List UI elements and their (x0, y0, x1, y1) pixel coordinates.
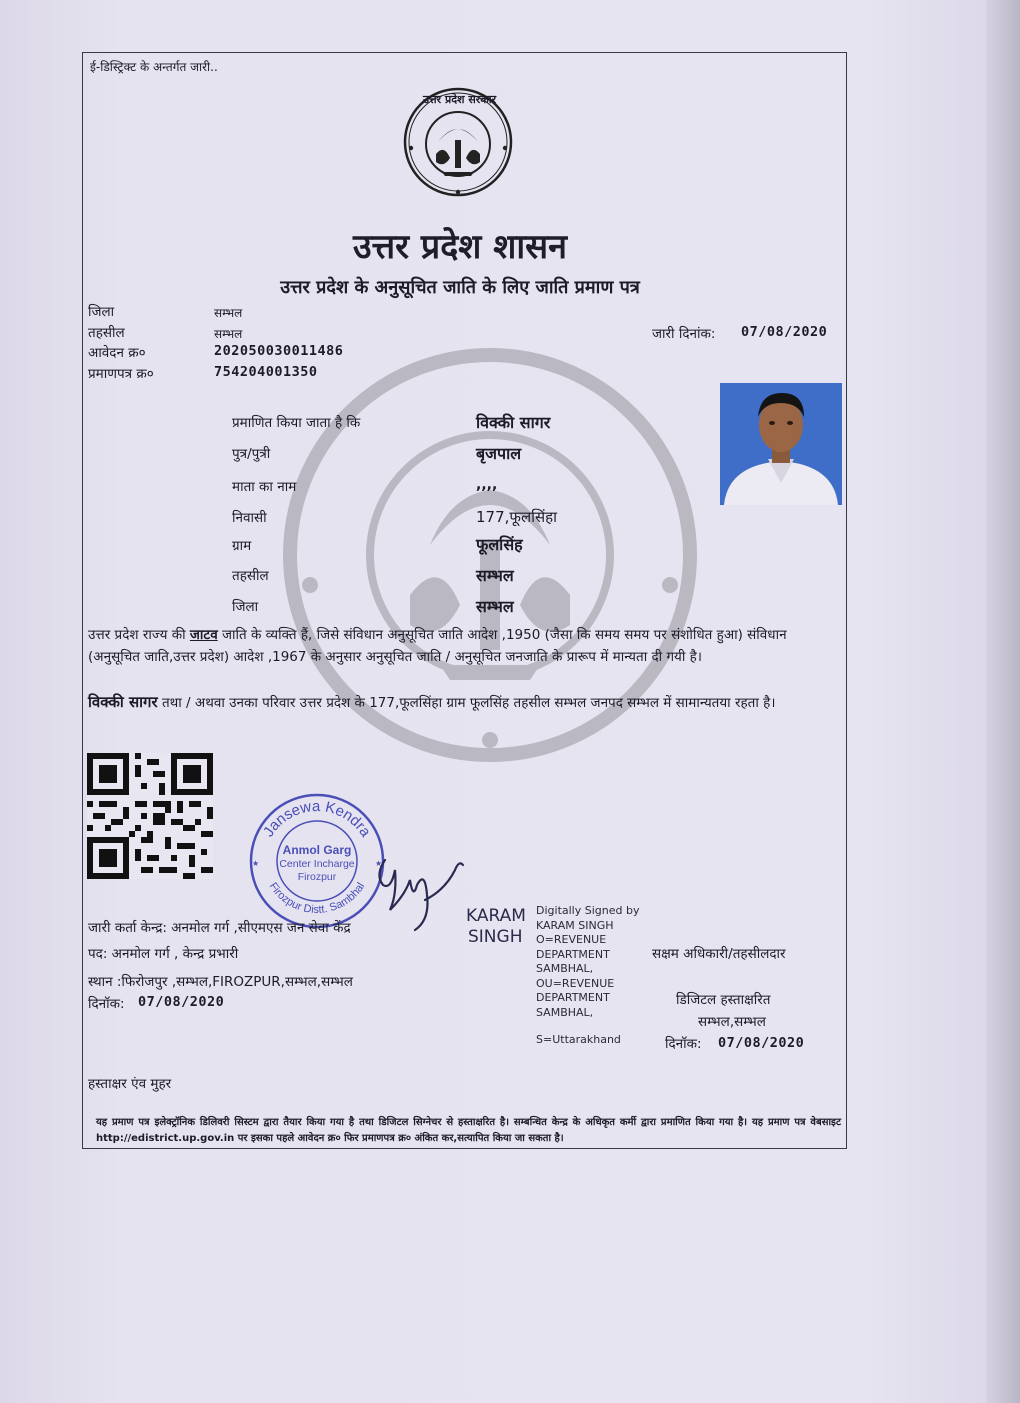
residence-person-name: विक्की सागर (88, 693, 158, 711)
tehsil-label: तहसील (88, 325, 125, 341)
detail-value-parent: बृजपाल (476, 444, 522, 463)
detail-label-parent: पुत्र/पुत्री (232, 446, 271, 462)
digi-line: O=REVENUE (536, 933, 607, 946)
authority-location: सम्भल,सम्भल (698, 1014, 766, 1030)
application-number: 202050030011486 (214, 343, 344, 359)
caste-declaration-paragraph (88, 624, 818, 668)
handwritten-signature (355, 840, 475, 935)
certificate-number: 754204001350 (214, 364, 318, 380)
caste-name: जाटव (189, 627, 218, 643)
issuer-post: पद: अनमोल गर्ग , केन्द्र प्रभारी (88, 946, 239, 962)
detail-value-village: फूलसिंह (476, 535, 523, 554)
svg-text:★: ★ (375, 859, 383, 868)
applicant-photo (720, 383, 842, 505)
detail-value-name: विक्की सागर (476, 413, 551, 432)
stamp-bottom-text: Firozpur Distt. Sambhal (266, 880, 368, 917)
issuer-place: स्थान :फिरोजपुर ,सम्भल,FIROZPUR,सम्भल,सम्भल (88, 974, 353, 990)
issuer-date-label: दिनॉक: (88, 996, 125, 1012)
digitally-signed-label: डिजिटल हस्ताक्षरित (676, 992, 771, 1008)
emblem-text: उत्तर प्रदेश सरकार (423, 93, 497, 106)
issuing-centre: जारी कर्ता केन्द्र: अनमोल गर्ग ,सीएमएस जन सेवा केंद्र (88, 920, 351, 936)
authority-date-label: दिनॉक: (665, 1036, 702, 1052)
tehsil-value: सम्भल (214, 327, 243, 341)
detail-label-resident: निवासी (232, 510, 267, 526)
caste-text-rest: जाति के व्यक्ति हैं, जिसे संविधान अनुसूचित जाति आदेश ,1950 (जैसा कि समय समय पर संशोधित हुआ) संविधान (अनुसूचित जाति,उत्तर प्रदेश) आदेश ,1967 के अनुसार अनुसूचित जाति / अनुसूचित जनजाति के प्रारूप में मान्यता दी गयी है। (88, 627, 787, 665)
issue-date-value: 07/08/2020 (741, 324, 828, 340)
paper-edge-shadow (986, 0, 1020, 1403)
government-title: उत्तर प्रदेश शासन (352, 227, 567, 267)
signer-name-line1: KARAM (466, 906, 526, 926)
signature-seal-label: हस्ताक्षर एंव मुहर (88, 1076, 172, 1092)
detail-label-mother: माता का नाम (232, 479, 297, 495)
certificate-number-label: प्रमाणपत्र क्र० (88, 366, 154, 382)
caste-text-start: उत्तर प्रदेश राज्य की (88, 627, 186, 643)
residence-text: तथा / अथवा उनका परिवार उत्तर प्रदेश के 177,फूलसिंहा ग्राम फूलसिंह तहसील सम्भल जनपद सम्भल में सामान्यतया रहता है। (161, 695, 776, 711)
qr-code-icon (87, 753, 213, 879)
issue-date-label: जारी दिनांक: (652, 326, 716, 342)
digi-line: DEPARTMENT (536, 991, 610, 1004)
residence-paragraph (88, 691, 818, 714)
detail-label-tehsil: तहसील (232, 568, 269, 584)
digi-line: SAMBHAL, (536, 1005, 594, 1019)
authority-date-value: 07/08/2020 (718, 1035, 805, 1051)
stamp-place: Firozpur (297, 871, 337, 883)
issued-under-text: ई-डिस्ट्रिक्ट के अन्तर्गत जारी.. (90, 60, 218, 74)
svg-text:★: ★ (252, 859, 260, 868)
issuer-date-value: 07/08/2020 (138, 994, 225, 1010)
digi-line: KARAM SINGH (536, 918, 614, 932)
detail-label-district: जिला (232, 599, 259, 615)
authority-title: सक्षम अधिकारी/तहसीलदार (652, 946, 786, 962)
digi-line: Digitally Signed by (536, 904, 640, 917)
svg-text:Jansewa Kendra (260, 798, 375, 841)
footer-verification-note: यह प्रमाण पत्र इलेक्ट्रॉनिक डिलिवरी सिस्टम द्वारा तैयार किया गया है तथा डिजिटल सिग्नेचर से हस्ताक्षरित है। सम्बन्धित केन्द्र के अधिकृत कर्मी द्वारा प्रमाणित किया गया है। यह प्रमाण पत्र वेबसाइट http://edistrict.up.gov.in पर इसका पहले आवेदन क्र० फिर प्रमाणपत्र क्र० अंकित कर,सत्यापित किया जा सकता है। (96, 1117, 841, 1144)
application-label: आवेदन क्र० (88, 345, 146, 361)
stamp-role: Center Incharge (279, 858, 355, 870)
digi-line: OU=REVENUE (536, 976, 615, 990)
signer-name-line2: SINGH (468, 927, 523, 947)
detail-value-district: सम्भल (476, 597, 514, 616)
district-value: सम्भल (214, 306, 243, 320)
detail-value-resident: 177,फूलसिंहा (476, 508, 558, 526)
stamp-name: Anmol Garg (282, 843, 352, 857)
digi-line: SAMBHAL, (536, 962, 594, 975)
certificate-title: उत्तर प्रदेश के अनुसूचित जाति के लिए जाति प्रमाण पत्र (280, 277, 640, 298)
applicant-portrait-icon (720, 383, 842, 505)
stamp-top-text: Jansewa Kendra (259, 797, 375, 841)
digi-line: DEPARTMENT (536, 947, 610, 961)
svg-text:Firozpur Distt. Sambhal (267, 881, 367, 916)
detail-value-mother: ,,,, (476, 477, 498, 493)
district-label: जिला (88, 304, 115, 320)
digital-signature-details (536, 904, 639, 1020)
detail-label-certified: प्रमाणित किया जाता है कि (232, 415, 361, 431)
detail-value-tehsil: सम्भल (476, 566, 514, 585)
detail-label-village: ग्राम (232, 538, 252, 554)
digital-signature-state: S=Uttarakhand (536, 1033, 621, 1046)
